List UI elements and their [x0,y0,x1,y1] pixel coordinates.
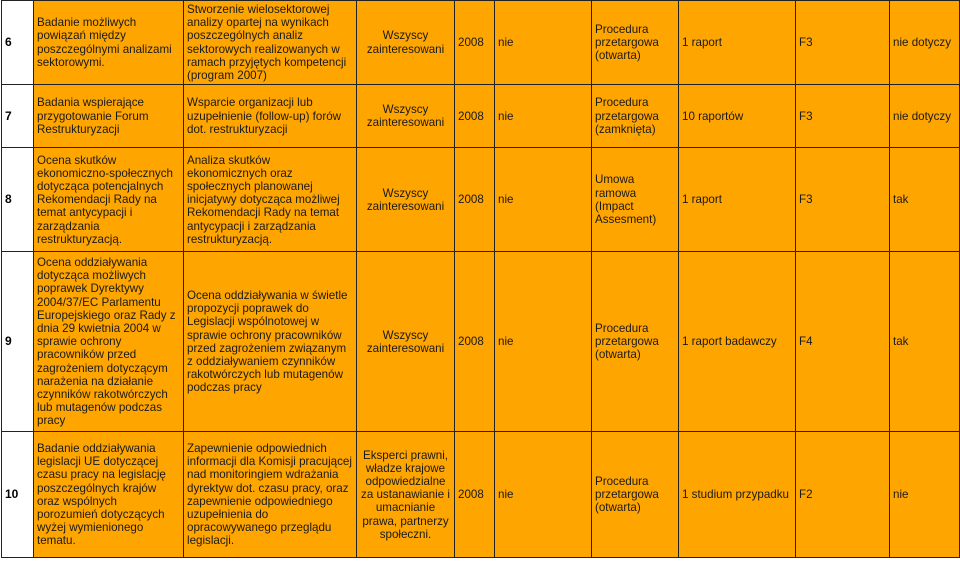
output: 10 raportów [679,85,796,148]
output: 1 studium przypadku [679,432,796,558]
recipients: Wszyscy zainteresowani [357,85,455,148]
flag: nie [495,1,592,85]
recipients: Eksperci prawni, władze krajowe odpowiedzialne za ustanawianie i umacnianie prawa, partnerzy społeczni. [357,432,455,558]
code: F3 [796,148,890,252]
output: 1 raport [679,148,796,252]
task-title: Badania wspierające przygotowanie Forum Restrukturyzacji [34,85,184,148]
procedure: Procedura przetargowa (otwarta) [592,432,679,558]
task-title: Badanie możliwych powiązań między poszczególnymi analizami sektorowymi. [34,1,184,85]
code: F2 [796,432,890,558]
last-column: tak [890,252,960,432]
task-description: Analiza skutków ekonomicznych oraz społecznych planowanej inicjatywy dotycząca możliwej Rekomendacji Rady na temat antycypacji i zarządzania restrukturyzacją. [184,148,357,252]
last-column: nie dotyczy [890,85,960,148]
procedure: Umowa ramowa (Impact Assesment) [592,148,679,252]
flag: nie [495,432,592,558]
task-description: Wsparcie organizacji lub uzupełnienie (follow-up) forów dot. restrukturyzacji [184,85,357,148]
row-number: 8 [2,148,34,252]
table-row [2,1,960,85]
task-description: Zapewnienie odpowiednich informacji dla Komisji pracującej nad monitoringiem wdrażania dyrektyw dot. czasu pracy, oraz zapewnienie odpowiedniego uzupełnienia do opracowywanego przeglądu legislacji. [184,432,357,558]
output: 1 raport [679,1,796,85]
procedure: Procedura przetargowa (otwarta) [592,252,679,432]
task-title: Ocena skutków ekonomiczno-społecznych dotycząca potencjalnych Rekomendacji Rady na temat antycypacji i zarządzania restrukturyzacją. [34,148,184,252]
row-number: 6 [2,1,34,85]
task-description: Ocena oddziaływania w świetle propozycji poprawek do Legislacji wspólnotowej w sprawie ochrony pracowników przed zagrożeniem związanym z oddziaływaniem czynników rakotwórczych lub mutagenów podczas pracy [184,252,357,432]
year: 2008 [455,252,495,432]
procurement-plan-table [1,0,960,558]
task-title: Ocena oddziaływania dotycząca możliwych poprawek Dyrektywy 2004/37/EC Parlamentu Europejskiego oraz Rady z dnia 29 kwietnia 2004 w sprawie ochrony pracowników przed zagrożeniem dotyczącym narażenia na działanie czynników rakotwórczych lub mutagenów podczas pracy [34,252,184,432]
flag: nie [495,85,592,148]
code: F4 [796,252,890,432]
table-row [2,148,960,252]
year: 2008 [455,432,495,558]
year: 2008 [455,1,495,85]
last-column: nie dotyczy [890,1,960,85]
recipients: Wszyscy zainteresowani [357,252,455,432]
table-row [2,252,960,432]
table-row [2,85,960,148]
recipients: Wszyscy zainteresowani [357,148,455,252]
flag: nie [495,148,592,252]
row-number: 7 [2,85,34,148]
task-description: Stworzenie wielosektorowej analizy opartej na wynikach poszczególnych analiz sektorowych realizowanych w ramach przyjętych kompetencji (program 2007) [184,1,357,85]
row-number: 9 [2,252,34,432]
procedure: Procedura przetargowa (zamknięta) [592,85,679,148]
year: 2008 [455,85,495,148]
output: 1 raport badawczy [679,252,796,432]
last-column: tak [890,148,960,252]
procedure: Procedura przetargowa (otwarta) [592,1,679,85]
last-column: nie [890,432,960,558]
code: F3 [796,85,890,148]
recipients: Wszyscy zainteresowani [357,1,455,85]
row-number: 10 [2,432,34,558]
code: F3 [796,1,890,85]
flag: nie [495,252,592,432]
table-row [2,432,960,558]
task-title: Badanie oddziaływania legislacji UE dotyczącej czasu pracy na legislację poszczególnych krajów oraz wspólnych porozumień dotyczących wyżej wymienionego tematu. [34,432,184,558]
year: 2008 [455,148,495,252]
